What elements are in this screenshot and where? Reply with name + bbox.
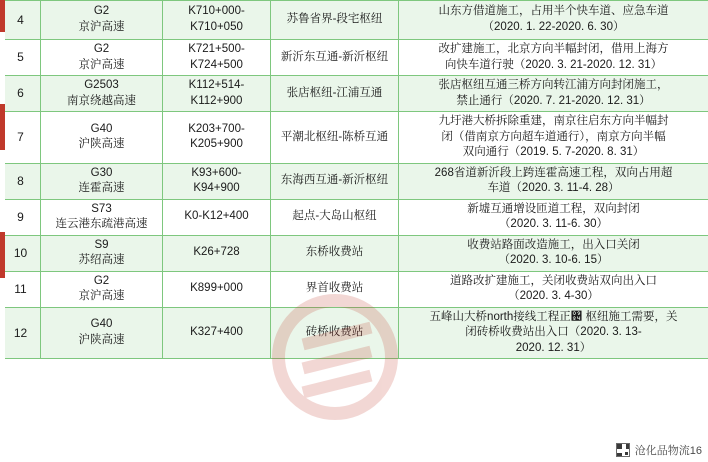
row-description bbox=[399, 199, 708, 235]
row-stake bbox=[163, 271, 271, 307]
row-node: 平潮北枢纽-陈桥互通 bbox=[271, 112, 399, 164]
row-number: 8 bbox=[1, 163, 41, 199]
desc-line: （2020. 1. 22-2020. 6. 30） bbox=[482, 21, 625, 33]
row-description bbox=[399, 271, 708, 307]
row-stake bbox=[163, 40, 271, 76]
table-row[interactable] bbox=[1, 163, 708, 199]
desc-line: 向快车道行驶（2020. 3. 21-2020. 12. 31） bbox=[444, 58, 663, 71]
row-node: 苏鲁省界-段宅枢纽 bbox=[271, 1, 399, 40]
stake-end: K710+050 bbox=[190, 21, 243, 33]
stake-start: K899+000 bbox=[190, 282, 243, 295]
row-node: 界首收费站 bbox=[271, 271, 399, 307]
desc-line: 新墟互通增设匝道工程，双向封闭 bbox=[467, 202, 640, 215]
row-number: 4 bbox=[1, 1, 41, 40]
desc-line: 五峰山大桥north接线工程正঄ 枢纽施工需要，关 bbox=[429, 310, 678, 323]
road-name: 京沪高速 bbox=[78, 290, 125, 303]
road-code: G30 bbox=[90, 166, 113, 179]
table-row[interactable] bbox=[1, 1, 708, 40]
qr-code-icon bbox=[616, 443, 630, 457]
stake-start: K710+000- bbox=[188, 5, 245, 18]
table-row[interactable] bbox=[1, 76, 708, 112]
table-row[interactable] bbox=[1, 199, 708, 235]
row-number: 7 bbox=[1, 112, 41, 164]
row-description bbox=[399, 76, 708, 112]
row-road bbox=[41, 307, 163, 359]
source-badge[interactable] bbox=[616, 442, 702, 458]
table-row[interactable] bbox=[1, 307, 708, 359]
desc-line: 张店枢纽互通三桥方向转江浦方向封闭施工， bbox=[438, 79, 669, 92]
road-code: G2 bbox=[93, 274, 110, 287]
road-name: 连云港东疏港高速 bbox=[55, 218, 148, 231]
desc-line: 268省道新沂段上跨连霍高速工程，双向占用超 bbox=[434, 166, 673, 179]
row-node: 砖桥收费站 bbox=[271, 307, 399, 359]
road-code: G2503 bbox=[84, 79, 119, 92]
road-name: 京沪高速 bbox=[78, 21, 125, 33]
row-description bbox=[399, 40, 708, 76]
row-road bbox=[41, 1, 163, 40]
row-node: 东桥收费站 bbox=[271, 235, 399, 271]
desc-line: （2020. 3. 11-6. 30） bbox=[498, 218, 609, 231]
left-edge-strip bbox=[0, 0, 5, 462]
row-description bbox=[399, 1, 708, 40]
desc-line: 车道（2020. 3. 11-4. 28） bbox=[487, 182, 620, 195]
table-row[interactable] bbox=[1, 40, 708, 76]
desc-line: 2020. 12. 31） bbox=[515, 341, 592, 354]
desc-line: 闭砖桥收费站出入口（2020. 3. 13- bbox=[465, 326, 642, 339]
stake-start: K0-K12+400 bbox=[184, 210, 249, 223]
road-name: 沪陕高速 bbox=[78, 138, 125, 151]
table-row[interactable] bbox=[1, 112, 708, 164]
row-number: 6 bbox=[1, 76, 41, 112]
stake-start: K721+500- bbox=[188, 43, 245, 55]
stake-end: K112+900 bbox=[190, 94, 243, 107]
stake-start: K93+600- bbox=[191, 166, 242, 179]
desc-line: 九圩港大桥拆除重建，南京往启东方向半幅封 bbox=[438, 115, 669, 128]
stake-start: K327+400 bbox=[190, 326, 243, 339]
stake-start: K203+700- bbox=[188, 122, 245, 135]
desc-line: 山东方借道施工，占用半个快车道、应急车道 bbox=[438, 5, 669, 18]
row-number: 11 bbox=[1, 271, 41, 307]
desc-line: 收费站路面改造施工，出入口关闭 bbox=[467, 238, 640, 251]
desc-line: 双向通行（2019. 5. 7-2020. 8. 31） bbox=[462, 146, 645, 159]
desc-line: （2020. 3. 4-30） bbox=[508, 290, 599, 303]
row-node: 起点-大岛山枢纽 bbox=[271, 199, 399, 235]
row-road bbox=[41, 40, 163, 76]
row-description bbox=[399, 112, 708, 164]
row-node: 东海西互通-新沂枢纽 bbox=[271, 163, 399, 199]
desc-line: 改扩建施工，北京方向半幅封闭，借用上海方 bbox=[438, 43, 669, 55]
row-stake bbox=[163, 76, 271, 112]
row-description bbox=[399, 235, 708, 271]
desc-line: 道路改扩建施工，关闭收费站双向出入口 bbox=[450, 274, 657, 287]
row-stake bbox=[163, 307, 271, 359]
road-code: S73 bbox=[91, 202, 112, 215]
road-code: G40 bbox=[90, 318, 113, 331]
row-number: 10 bbox=[1, 235, 41, 271]
row-stake bbox=[163, 112, 271, 164]
row-road bbox=[41, 271, 163, 307]
row-description bbox=[399, 307, 708, 359]
row-number: 5 bbox=[1, 40, 41, 76]
source-badge-label: 沧化品物流16 bbox=[634, 445, 702, 457]
row-road bbox=[41, 163, 163, 199]
row-road bbox=[41, 199, 163, 235]
road-code: G40 bbox=[90, 122, 113, 135]
road-code: S9 bbox=[94, 238, 109, 251]
stake-start: K112+514- bbox=[188, 79, 245, 92]
desc-line: 禁止通行（2020. 7. 21-2020. 12. 31） bbox=[456, 94, 651, 107]
row-node: 新沂东互通-新沂枢纽 bbox=[271, 40, 399, 76]
row-road bbox=[41, 76, 163, 112]
logo-bar-icon bbox=[302, 370, 373, 399]
table-row[interactable] bbox=[1, 235, 708, 271]
road-code: G2 bbox=[93, 43, 110, 55]
road-code: G2 bbox=[93, 5, 110, 18]
desc-line: （2020. 3. 10-6. 15） bbox=[498, 254, 609, 267]
road-name: 京沪高速 bbox=[78, 58, 125, 71]
row-stake bbox=[163, 163, 271, 199]
row-stake bbox=[163, 235, 271, 271]
row-stake bbox=[163, 199, 271, 235]
stake-start: K26+728 bbox=[193, 246, 240, 259]
row-number: 9 bbox=[1, 199, 41, 235]
stake-end: K94+900 bbox=[193, 182, 240, 195]
row-number: 12 bbox=[1, 307, 41, 359]
stake-end: K724+500 bbox=[190, 58, 243, 71]
row-node: 张店枢纽-江浦互通 bbox=[271, 76, 399, 112]
road-name: 南京绕越高速 bbox=[67, 94, 136, 107]
road-name: 连霍高速 bbox=[78, 182, 125, 195]
stake-end: K205+900 bbox=[190, 138, 243, 151]
row-road bbox=[41, 112, 163, 164]
row-description bbox=[399, 163, 708, 199]
table-row[interactable] bbox=[1, 271, 708, 307]
road-name: 苏绍高速 bbox=[78, 254, 125, 267]
row-stake bbox=[163, 1, 271, 40]
row-road bbox=[41, 235, 163, 271]
road-name: 沪陕高速 bbox=[78, 334, 125, 346]
desc-line: 闭（借南京方向超车道通行），南京方向半幅 bbox=[441, 130, 666, 143]
